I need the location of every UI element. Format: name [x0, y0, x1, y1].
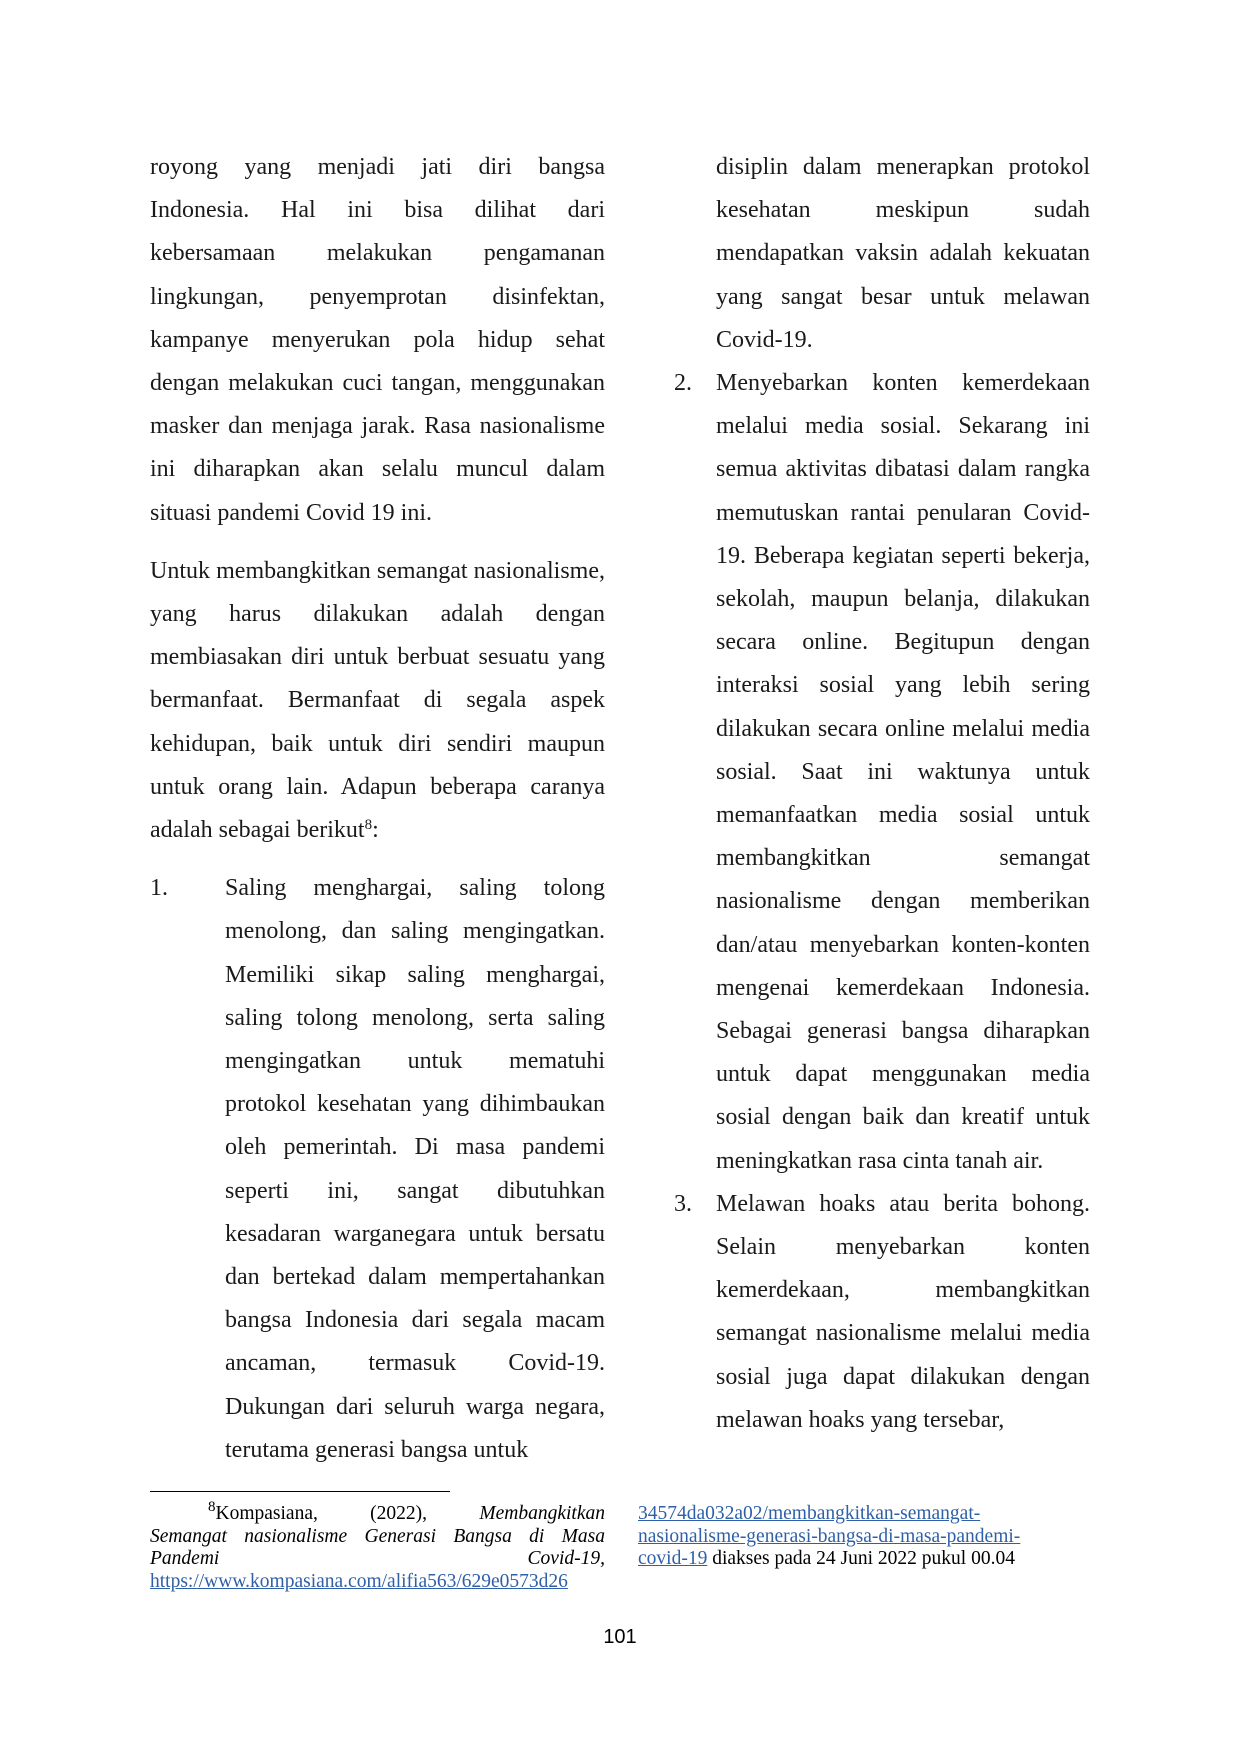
- footnote-separator: [150, 1491, 450, 1492]
- paragraph-1: royong yang menjadi jati diri bangsa Indonesia. Hal ini bisa dilihat dari kebersamaan melakukan pengamanan lingkungan, penyemprotan disinfektan, kampanye menyerukan pola hidup sehat dengan melakukan cuci tangan, menggunakan masker dan menjaga jarak. Rasa nasionalisme ini diharapkan akan selalu muncul dalam situasi pandemi Covid 19 ini.: [150, 154, 605, 526]
- footnote-title-1: Membangkitkan: [479, 1503, 605, 1524]
- page-number: 101: [603, 1626, 637, 1648]
- footnote-mark: 8: [208, 1498, 216, 1515]
- list-number-2: 2.: [674, 370, 692, 397]
- list-item-1-text: Saling menghargai, saling tolong menolong, dan saling mengingatkan. Memiliki sikap saling menghargai, saling tolong menolong, serta saling mengingatkan untuk mematuhi protokol kesehatan yang dihimbaukan oleh pemerintah. Di masa pandemi seperti ini, sangat dibutuhkan kesadaran warganegara untuk bersatu dan bertekad dalam mempertahankan bangsa Indonesia dari segala macam ancaman, termasuk Covid-19. Dukungan dari seluruh warga negara, terutama generasi bangsa untuk: [225, 875, 605, 1463]
- list-item-3: [670, 1183, 1090, 1442]
- footnote-url-2[interactable]: 34574da032a02/membangkitkan-semangat-: [638, 1503, 981, 1524]
- footnote-title-2: Semangat nasionalisme Generasi Bangsa di Masa: [150, 1525, 605, 1547]
- left-column: [150, 146, 605, 1472]
- footnote-url-3[interactable]: nasionalisme-generasi-bangsa-di-masa-pandemi-: [638, 1525, 1021, 1547]
- right-column: [670, 146, 1090, 1442]
- footnote-left: [150, 1498, 605, 1593]
- list-number-1: 1.: [150, 875, 168, 902]
- footnote-year: (2022),: [370, 1503, 428, 1524]
- paragraph-2-text: Untuk membangkitkan semangat nasionalisme, yang harus dilakukan adalah dengan membiasakan diri untuk berbuat sesuatu yang bermanfaat. Bermanfaat di segala aspek kehidupan, baik untuk diri sendiri maupun untuk orang lain. Adapun beberapa caranya adalah sebagai berikut: [150, 557, 605, 844]
- footnote-url-4[interactable]: covid-19: [638, 1548, 708, 1569]
- footnote-right: [638, 1503, 1058, 1571]
- list-item-2: [670, 362, 1090, 1183]
- list-item-1-continuation: [670, 146, 1090, 362]
- footnote-author: Kompasiana,: [215, 1503, 318, 1524]
- footnote-access: diakses pada 24 Juni 2022 pukul 00.04: [707, 1548, 1015, 1569]
- list-item-1: [150, 867, 605, 1472]
- footnote-line-6: [638, 1526, 1058, 1549]
- footnote-line-5: [638, 1503, 1058, 1526]
- footnote-title-3a: Pandemi: [150, 1548, 220, 1569]
- footnote-url-1[interactable]: https://www.kompasiana.com/alifia563/629e0573d26: [150, 1570, 568, 1592]
- footnote-line-1: [150, 1498, 605, 1526]
- footnote-reference[interactable]: 8: [364, 816, 373, 833]
- list-number-3: 3.: [674, 1190, 692, 1217]
- footnote-line-2: [150, 1526, 605, 1549]
- list-item-2-text: Menyebarkan konten kemerdekaan melalui media sosial. Sekarang ini semua aktivitas dibatasi dalam rangka memutuskan rantai penularan Covid-19. Beberapa kegiatan seperti bekerja, sekolah, maupun belanja, dilakukan secara online. Begitupun dengan interaksi sosial yang lebih sering dilakukan secara online melalui media sosial. Saat ini waktunya untuk memanfaatkan media sosial untuk membangkitkan semangat nasionalisme dengan memberikan dan/atau menyebarkan konten-konten mengenai kemerdekaan Indonesia. Sebagai generasi bangsa diharapkan untuk dapat menggunakan media sosial dengan baik dan kreatif untuk meningkatkan rasa cinta tanah air.: [716, 370, 1090, 1174]
- footnote-line-7: [638, 1548, 1058, 1571]
- footnote-line-4: [150, 1571, 605, 1594]
- paragraph-2: [150, 550, 605, 852]
- footnote-title-3b: Covid-19,: [527, 1548, 605, 1569]
- footnote-line-3: [150, 1548, 605, 1571]
- list-item-3-text: Melawan hoaks atau berita bohong. Selain menyebarkan konten kemerdekaan, membangkitkan semangat nasionalisme melalui media sosial juga dapat dilakukan dengan melawan hoaks yang tersebar,: [716, 1190, 1090, 1433]
- paragraph-2-end: :: [372, 817, 379, 844]
- continuation-text: disiplin dalam menerapkan protokol kesehatan meskipun sudah mendapatkan vaksin adalah kekuatan yang sangat besar untuk melawan Covid-19.: [716, 154, 1090, 353]
